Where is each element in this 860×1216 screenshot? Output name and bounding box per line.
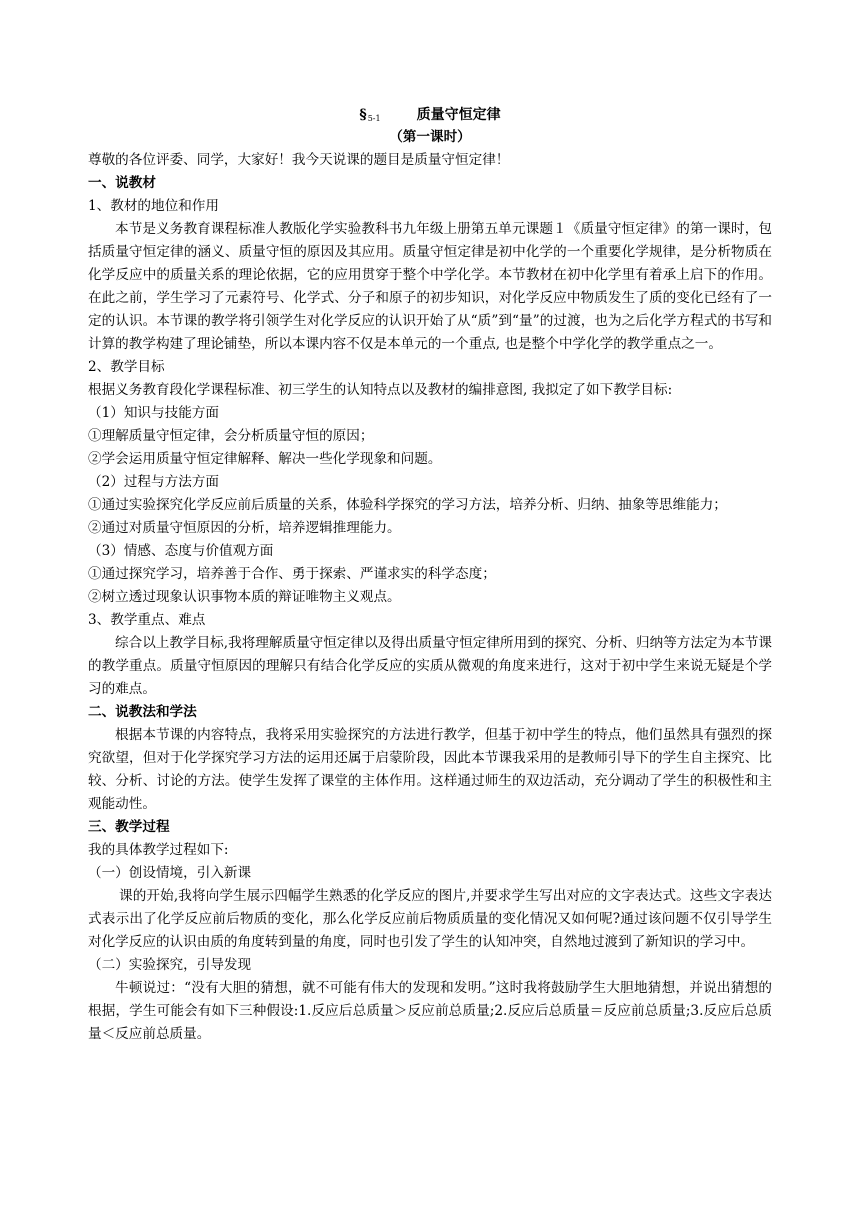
- goal-item: ②树立透过现象认识事物本质的辩证唯物主义观点。: [88, 589, 401, 605]
- subheading-teaching-goals: 2、教学目标: [88, 359, 165, 375]
- goal-category: （1）知识与技能方面: [88, 405, 219, 421]
- body-paragraph: 课的开始,我将向学生展示四幅学生熟悉的化学反应的图片,并要求学生写出对应的文字表达式。这些文字表达式表示出了化学反应前后物质的变化，那么化学反应前后物质质量的变化情况又如何呢?通过该问题不仅引导学生对化学反应的认识由质的角度转到量的角度，同时也引发了学生的认知冲突，自然地过渡到了新知识的学习中。: [88, 888, 772, 950]
- heading-teaching-material: 一、说教材: [88, 175, 156, 191]
- heading-teaching-process: 三、教学过程: [88, 819, 170, 835]
- process-step-heading: （一）创设情境，引入新课: [88, 865, 252, 881]
- greeting-paragraph: 尊敬的各位评委、同学，大家好！我今天说课的题目是质量守恒定律！: [88, 152, 510, 168]
- document-title: [88, 104, 772, 126]
- goal-item: ①理解质量守恒定律，会分析质量守恒的原因；: [88, 428, 374, 444]
- body-paragraph: 我的具体教学过程如下:: [88, 842, 229, 858]
- body-paragraph: 根据本节课的内容特点，我将采用实验探究的方法进行教学，但基于初中学生的特点，他们虽然具有强烈的探究欲望，但对于化学探究学习方法的运用还属于启蒙阶段，因此本节课我采用的是教师引导下的学生自主探究、比较、分析、讨论的方法。使学生发挥了课堂的主体作用。这样通过师生的双边活动，充分调动了学生的积极性和主观能动性。: [88, 727, 772, 812]
- document-subtitle: （第一课时）: [389, 129, 471, 145]
- subheading-status-role: 1、教材的地位和作用: [88, 198, 219, 214]
- title-text: 质量守恒定律: [416, 107, 501, 123]
- goal-item: ①通过实验探究化学反应前后质量的关系，体验科学探究的学习方法，培养分析、归纳、抽象等思维能力；: [88, 497, 727, 513]
- subheading-key-points: 3、教学重点、难点: [88, 612, 206, 628]
- body-paragraph: 本节是义务教育课程标准人教版化学实验教科书九年级上册第五单元课题１《质量守恒定律》的第一课时，包括质量守恒定律的涵义、质量守恒的原因及其应用。质量守恒定律是初中化学的一个重要化学规律，是分析物质在化学反应中的质量关系的理论依据，它的应用贯穿于整个中学化学。本节教材在初中化学里有着承上启下的作用。在此之前，学生学习了元素符号、化学式、分子和原子的初步知识，对化学反应中物质发生了质的变化已经有了一定的认识。本节课的教学将引领学生对化学反应的认识开始了从“质”到“量”的过渡，也为之后化学方程式的书写和计算的教学构建了理论铺垫，所以本课内容不仅是本单元的一个重点, 也是整个中学化学的教学重点之一。: [88, 221, 772, 352]
- heading-methods: 二、说教法和学法: [88, 704, 197, 720]
- goal-item: ①通过探究学习，培养善于合作、勇于探索、严谨求实的科学态度；: [88, 566, 496, 582]
- section-number: 5-1: [367, 114, 381, 123]
- goal-category: （2）过程与方法方面: [88, 474, 219, 490]
- process-step-heading: （二）实验探究，引导发现: [88, 957, 252, 973]
- goal-category: （3）情感、态度与价值观方面: [88, 543, 274, 559]
- body-paragraph: 牛顿说过：“没有大胆的猜想，就不可能有伟大的发现和发明。”这时我将鼓励学生大胆地猜想，并说出猜想的根据，学生可能会有如下三种假设:1.反应后总质量＞反应前总质量;2.反应后总质量＝反应前总质量;3.反应后总质量＜反应前总质量。: [88, 980, 772, 1042]
- body-paragraph: 综合以上教学目标,我将理解质量守恒定律以及得出质量守恒定律所用到的探究、分析、归纳等方法定为本节课的教学重点。质量守恒原因的理解只有结合化学反应的实质从微观的角度来进行，这对于初中学生来说无疑是个学习的难点。: [88, 635, 772, 697]
- document-page: [88, 104, 772, 1046]
- goal-item: ②学会运用质量守恒定律解释、解决一些化学现象和问题。: [88, 451, 442, 467]
- goal-item: ②通过对质量守恒原因的分析，培养逻辑推理能力。: [88, 520, 401, 536]
- section-mark: §: [359, 107, 367, 123]
- body-paragraph: 根据义务教育段化学课程标准、初三学生的认知特点以及教材的编排意图, 我拟定了如下教学目标:: [88, 382, 673, 398]
